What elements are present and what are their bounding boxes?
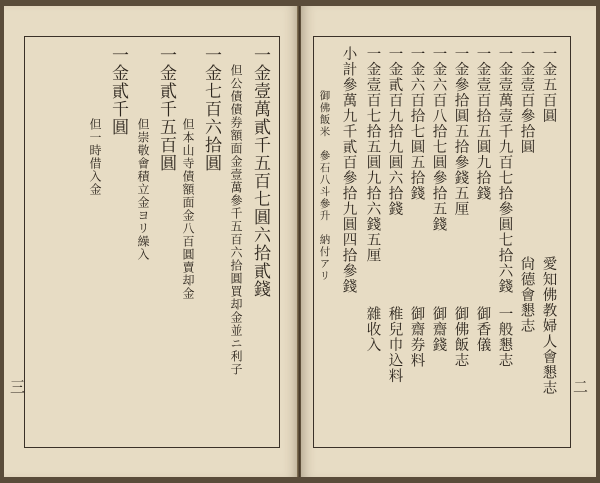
- left-note-4: 但一時借入金: [88, 118, 102, 196]
- left-entry-3: 一金貳千五百圓: [156, 46, 176, 172]
- left-entry-4: 一金貳千圓: [108, 46, 128, 136]
- label-1: 愛知佛教婦人會懇志: [540, 256, 557, 396]
- label-6: 御齋錢: [430, 306, 447, 353]
- amount-6: 一金六百八拾七圓參拾五錢: [430, 46, 447, 232]
- label-4: 御香儀: [474, 306, 491, 353]
- rice-offering-note: 御佛飯米 參石八斗參升 納付アリ: [318, 90, 331, 282]
- label-7: 御齋券料: [408, 306, 425, 368]
- left-page-number: 三: [10, 378, 26, 396]
- amount-3: 一金壹萬壹千九百七拾參圓七拾六錢: [496, 46, 513, 294]
- label-8: 稚兒巾込料: [386, 306, 403, 384]
- label-3: 一般懇志: [496, 306, 513, 368]
- amount-8: 一金貳百九拾九圓六拾錢: [386, 46, 403, 217]
- left-note-1: 但公債債券額面金壹萬參千五百六拾圓買却金並ニ利子: [229, 64, 243, 376]
- left-entry-1: 一金壹萬貳千五百七圓六拾貳錢: [250, 46, 270, 298]
- subtotal: 小計參萬九千貳百參拾九圓四拾參錢: [340, 46, 357, 294]
- right-page: [301, 6, 596, 477]
- left-note-3: 但崇敬會積立金ヨリ繰入: [136, 118, 150, 261]
- amount-4: 一金壹百拾五圓九拾錢: [474, 46, 491, 201]
- amount-5: 一金參拾圓五拾參錢五厘: [452, 46, 469, 217]
- amount-9: 一金壹百七拾五圓九拾六錢五厘: [364, 46, 381, 263]
- amount-7: 一金六百拾七圓五拾錢: [408, 46, 425, 201]
- left-entry-2: 一金七百六拾圓: [201, 46, 221, 172]
- amount-1: 一金五百圓: [540, 46, 557, 124]
- label-2: 尙德會懇志: [518, 256, 535, 334]
- label-5: 御佛飯志: [452, 306, 469, 368]
- left-page: [4, 6, 298, 477]
- label-9: 雜收入: [364, 306, 381, 353]
- left-note-2: 但本山寺債額面金八百圓賣却金: [181, 118, 195, 300]
- right-page-number: 二: [573, 378, 589, 396]
- amount-2: 一金壹百參拾圓: [518, 46, 535, 155]
